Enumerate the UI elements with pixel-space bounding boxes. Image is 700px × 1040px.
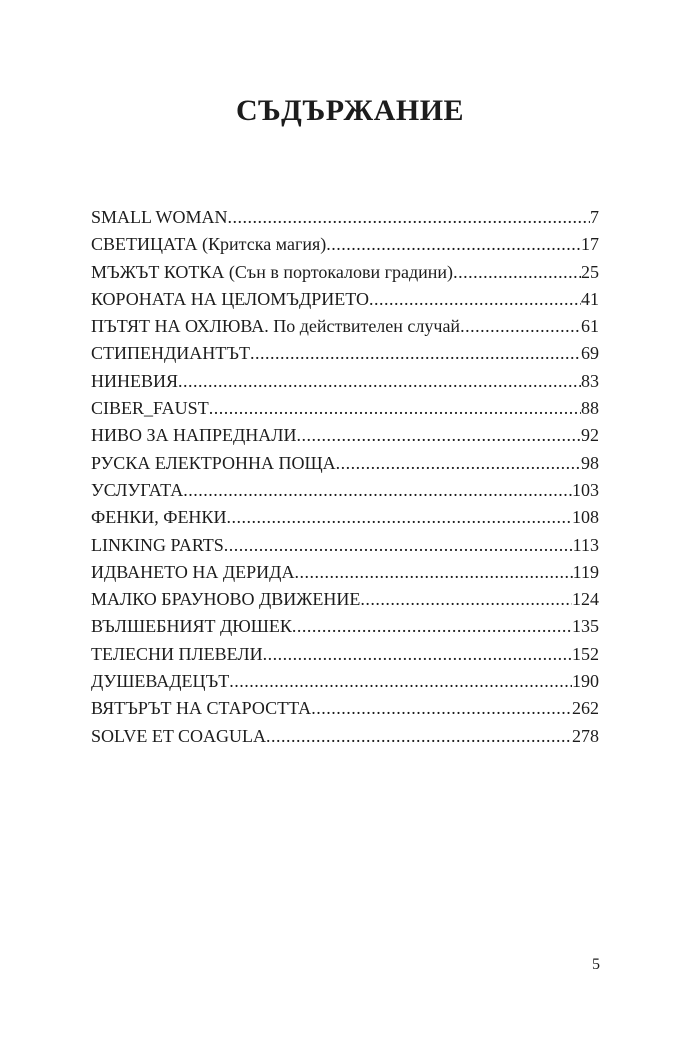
toc-entry-page: 278 xyxy=(572,725,599,746)
toc-dot-leader xyxy=(369,286,581,313)
toc-dot-leader xyxy=(266,723,572,750)
toc-entry-title: СВЕТИЦАТА (Критска магия) xyxy=(91,234,327,255)
toc-entry[interactable] xyxy=(91,259,599,286)
toc-dot-leader xyxy=(250,340,581,367)
toc-entry-title: CIBER_FAUST xyxy=(91,398,209,419)
toc-entry-title: ФЕНКИ, ФЕНКИ xyxy=(91,507,227,528)
toc-entry[interactable] xyxy=(91,313,599,340)
toc-entry-page: 262 xyxy=(572,698,599,719)
toc-entry-title: ТЕЛЕСНИ ПЛЕВЕЛИ xyxy=(91,643,263,664)
toc-dot-leader xyxy=(229,668,572,695)
toc-dot-leader xyxy=(336,450,581,477)
toc-dot-leader xyxy=(294,559,572,586)
toc-entry[interactable] xyxy=(91,286,599,313)
toc-entry-page: 69 xyxy=(581,343,599,364)
toc-entry-title: РУСКА ЕЛЕКТРОННА ПОЩА xyxy=(91,452,336,473)
toc-entry-page: 124 xyxy=(572,589,599,610)
toc-dot-leader xyxy=(224,532,573,559)
toc-entry[interactable] xyxy=(91,422,599,449)
toc-entry-title: НИНЕВИЯ xyxy=(91,370,179,391)
toc-entry[interactable] xyxy=(91,532,599,559)
toc-entry-title: МЪЖЪТ КОТКА (Сън в портокалови градини) xyxy=(91,261,454,282)
toc-entry-title: КОРОНАТА НА ЦЕЛОМЪДРИЕТО xyxy=(91,288,370,309)
toc-entry-title: ИДВАНЕТО НА ДЕРИДА xyxy=(91,561,295,582)
toc-entry-page: 92 xyxy=(581,425,599,446)
toc-entry-page: 17 xyxy=(581,234,599,255)
toc-entry-page: 113 xyxy=(572,534,599,555)
toc-entry-page: 190 xyxy=(572,671,599,692)
toc-entry-page: 25 xyxy=(581,261,599,282)
toc-entry[interactable] xyxy=(91,613,599,640)
toc-entry-title: ВЪЛШЕБНИЯТ ДЮШЕК xyxy=(91,616,292,637)
toc-entry-page: 83 xyxy=(581,370,599,391)
toc-entry[interactable] xyxy=(91,340,599,367)
toc-entry-page: 7 xyxy=(590,207,599,227)
toc-entry-page: 103 xyxy=(572,479,599,500)
toc-entry-page: 88 xyxy=(581,398,599,419)
toc-dot-leader xyxy=(453,259,581,286)
toc-dot-leader xyxy=(311,695,572,722)
toc-entry[interactable] xyxy=(91,477,599,504)
toc-dot-leader xyxy=(183,477,572,504)
toc-entry[interactable] xyxy=(91,395,599,422)
toc-dot-leader xyxy=(178,368,581,395)
toc-entry-page: 108 xyxy=(572,507,599,528)
toc-dot-leader xyxy=(297,422,581,449)
toc-dot-leader xyxy=(226,504,572,531)
toc-entry[interactable] xyxy=(91,695,599,722)
toc-dot-leader xyxy=(326,231,581,258)
toc-entry-title: УСЛУГАТА xyxy=(91,479,184,500)
toc-entry-title: SMALL WOMAN xyxy=(91,207,228,227)
page-title: СЪДЪРЖАНИЕ xyxy=(235,94,465,127)
toc-dot-leader xyxy=(292,613,572,640)
toc-entry-title: НИВО ЗА НАПРЕДНАЛИ xyxy=(91,425,297,446)
toc-entry[interactable] xyxy=(91,723,599,750)
toc-entry-page: 119 xyxy=(572,561,599,582)
toc-entry-page: 41 xyxy=(581,288,599,309)
toc-entry-title: ВЯТЪРЪТ НА СТАРОСТТА xyxy=(91,698,312,719)
toc-entry[interactable] xyxy=(91,204,599,231)
toc-entry[interactable] xyxy=(91,504,599,531)
toc-entry[interactable] xyxy=(91,368,599,395)
toc-entry-title: ДУШЕВАДЕЦЪТ xyxy=(91,671,230,692)
toc-dot-leader xyxy=(209,395,581,422)
toc-entry-page: 98 xyxy=(581,452,599,473)
toc-dot-leader xyxy=(228,204,590,231)
toc-entry[interactable] xyxy=(91,231,599,258)
toc-entry-page: 61 xyxy=(581,316,599,337)
toc-entry[interactable] xyxy=(91,641,599,668)
page-number: 5 xyxy=(592,956,600,973)
toc-dot-leader xyxy=(360,586,572,613)
toc-entry-title: LINKING PARTS xyxy=(91,534,224,555)
toc-entry[interactable] xyxy=(91,559,599,586)
toc-entry[interactable] xyxy=(91,668,599,695)
table-of-contents xyxy=(91,204,599,750)
toc-entry[interactable] xyxy=(91,586,599,613)
toc-entry-title: SOLVE ET COAGULA xyxy=(91,725,267,746)
toc-entry-title: ПЪТЯТ НА ОХЛЮВА. По действителен случай xyxy=(91,316,461,337)
toc-entry-title: СТИПЕНДИАНТЪТ xyxy=(91,343,250,364)
toc-entry[interactable] xyxy=(91,450,599,477)
toc-dot-leader xyxy=(263,641,572,668)
toc-entry-page: 135 xyxy=(572,616,599,637)
toc-entry-page: 152 xyxy=(572,643,599,664)
toc-dot-leader xyxy=(460,313,581,340)
toc-entry-title: МАЛКО БРАУНОВО ДВИЖЕНИЕ xyxy=(91,589,361,610)
